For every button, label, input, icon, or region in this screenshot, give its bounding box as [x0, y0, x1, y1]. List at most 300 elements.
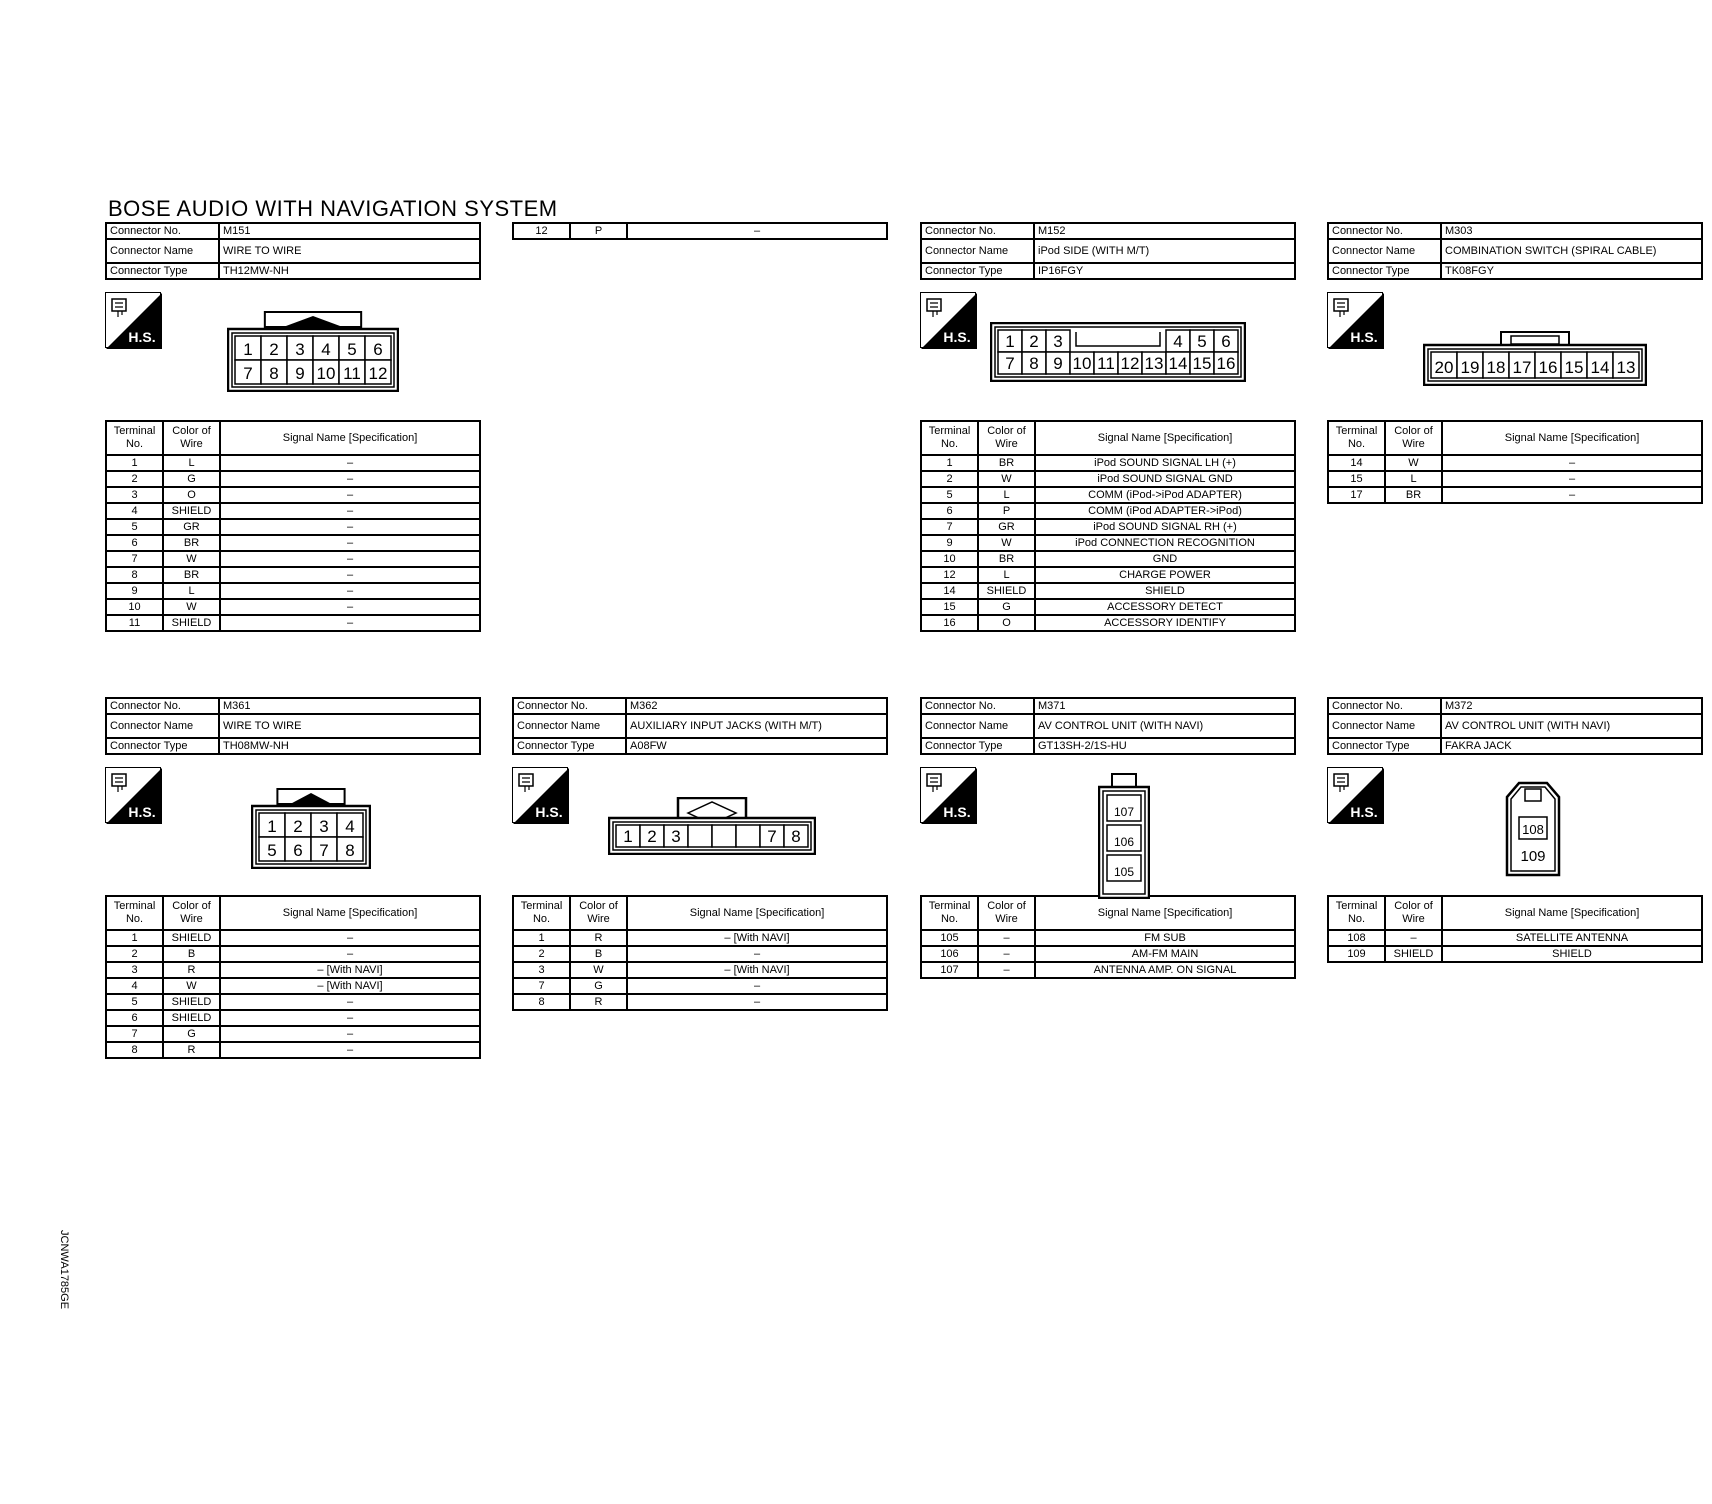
header-value: WIRE TO WIRE	[219, 239, 480, 263]
terminal-cell: 10	[921, 551, 978, 567]
terminal-cell: 5	[106, 994, 163, 1010]
terminal-cell: 2	[921, 471, 978, 487]
table-row	[106, 519, 480, 535]
harness-side-icon	[512, 767, 568, 823]
signal-cell: –	[220, 1010, 480, 1026]
pin-label: 18	[1486, 358, 1506, 377]
color-cell: R	[163, 962, 220, 978]
terminal-cell: 6	[106, 1010, 163, 1026]
color-cell: SHIELD	[163, 930, 220, 946]
table-row	[1328, 930, 1702, 946]
header-row	[106, 714, 480, 738]
color-cell: B	[163, 946, 220, 962]
connector-diagram	[105, 280, 481, 420]
harness-side-icon	[1327, 767, 1383, 823]
header-key: Connector No.	[106, 223, 219, 239]
terminal-cell: 1	[106, 455, 163, 471]
table-row	[106, 994, 480, 1010]
header-row	[513, 714, 887, 738]
color-cell: SHIELD	[978, 583, 1035, 599]
signal-cell: –	[220, 583, 480, 599]
header-value: M362	[626, 698, 887, 714]
pin-label: 8	[791, 827, 801, 846]
header-key: Connector Name	[921, 239, 1034, 263]
table-row	[106, 503, 480, 519]
table-row	[921, 455, 1295, 471]
header-value: M151	[219, 223, 480, 239]
connector-diagram	[920, 755, 1296, 895]
color-cell: –	[978, 930, 1035, 946]
svg-text:H.S.: H.S.	[943, 329, 971, 345]
signal-header: Signal Name [Specification]	[1035, 896, 1295, 930]
header-value: AV CONTROL UNIT (WITH NAVI)	[1441, 714, 1702, 738]
pin-label: 8	[269, 364, 279, 383]
color-cell: GR	[978, 519, 1035, 535]
header-key: Connector Type	[513, 738, 626, 754]
color-cell: –	[978, 962, 1035, 978]
table-row	[921, 551, 1295, 567]
color-cell: GR	[163, 519, 220, 535]
terminal-cell: 107	[921, 962, 978, 978]
header-row	[106, 738, 480, 754]
signal-header: Signal Name [Specification]	[1442, 421, 1702, 455]
signal-cell: – [With NAVI]	[220, 978, 480, 994]
header-value: WIRE TO WIRE	[219, 714, 480, 738]
connector-card-m371	[920, 697, 1296, 979]
table-row	[921, 930, 1295, 946]
color-header: Color of Wire	[978, 896, 1035, 930]
header-value: TH12MW-NH	[219, 263, 480, 279]
terminal-cell: 6	[106, 535, 163, 551]
pin-label: 7	[319, 841, 329, 860]
terminal-cell: 9	[921, 535, 978, 551]
pin-label: 19	[1460, 358, 1480, 377]
pin-label: 2	[269, 340, 279, 359]
header-value: AUXILIARY INPUT JACKS (WITH M/T)	[626, 714, 887, 738]
terminal-cell: 7	[921, 519, 978, 535]
table-row	[513, 978, 887, 994]
pin-label: 7	[767, 827, 777, 846]
color-cell: BR	[163, 567, 220, 583]
pin-label: 17	[1512, 358, 1532, 377]
color-header: Color of Wire	[1385, 421, 1442, 455]
signal-header: Signal Name [Specification]	[1442, 896, 1702, 930]
signal-cell: – [With NAVI]	[220, 962, 480, 978]
pin-label: 13	[1616, 358, 1636, 377]
pin-label: 106	[1113, 835, 1135, 849]
header-row	[921, 239, 1295, 263]
table-row	[106, 962, 480, 978]
table-row	[921, 946, 1295, 962]
terminal-header: Terminal No.	[106, 421, 163, 455]
table-row	[106, 599, 480, 615]
pin-label: 8	[345, 841, 355, 860]
table-row	[1328, 946, 1702, 962]
terminal-cell: 5	[106, 519, 163, 535]
harness-side-icon	[920, 292, 976, 348]
signal-cell: –	[220, 615, 480, 631]
signal-cell: –	[220, 503, 480, 519]
signal-cell: –	[220, 567, 480, 583]
table-row	[921, 503, 1295, 519]
color-cell: P	[978, 503, 1035, 519]
terminal-table	[105, 895, 481, 1059]
signal-cell: –	[220, 487, 480, 503]
terminal-table	[920, 895, 1296, 979]
header-value: COMBINATION SWITCH (SPIRAL CABLE)	[1441, 239, 1702, 263]
table-row	[106, 567, 480, 583]
table-row	[106, 583, 480, 599]
continuation-row	[512, 222, 888, 240]
signal-cell: –	[1442, 471, 1702, 487]
header-key: Connector No.	[921, 698, 1034, 714]
terminal-cell: 5	[921, 487, 978, 503]
header-row	[106, 698, 480, 714]
svg-text:109: 109	[1520, 848, 1546, 865]
table-row	[921, 535, 1295, 551]
color-cell: W	[163, 551, 220, 567]
pin-label: 5	[267, 841, 277, 860]
pin-label: 9	[295, 364, 305, 383]
terminal-cell: 109	[1328, 946, 1385, 962]
svg-text:108: 108	[1522, 822, 1544, 837]
connector-header	[105, 222, 481, 280]
pin-label: 14	[1590, 358, 1610, 377]
terminal-cell: 2	[513, 946, 570, 962]
color-cell: P	[570, 223, 627, 239]
table-row	[106, 930, 480, 946]
pin-label: 20	[1434, 358, 1454, 377]
connector-header	[920, 697, 1296, 755]
header-key: Connector Type	[921, 263, 1034, 279]
table-row	[106, 978, 480, 994]
terminal-cell: 7	[106, 1026, 163, 1042]
signal-cell: –	[220, 471, 480, 487]
terminal-cell: 2	[106, 471, 163, 487]
harness-side-icon	[1327, 292, 1383, 348]
terminal-table-header	[1328, 421, 1702, 455]
terminal-cell: 12	[513, 223, 570, 239]
connector-header	[1327, 222, 1703, 280]
signal-cell: GND	[1035, 551, 1295, 567]
color-cell: BR	[978, 551, 1035, 567]
pin-label: 7	[243, 364, 253, 383]
pin-label: 3	[671, 827, 681, 846]
signal-cell: –	[627, 978, 887, 994]
color-header: Color of Wire	[978, 421, 1035, 455]
terminal-cell: 108	[1328, 930, 1385, 946]
header-row	[921, 223, 1295, 239]
pin-label: 15	[1192, 354, 1212, 373]
signal-cell: CHARGE POWER	[1035, 567, 1295, 583]
pin-label: 8	[1029, 354, 1039, 373]
header-value: iPod SIDE (WITH M/T)	[1034, 239, 1295, 263]
signal-cell: FM SUB	[1035, 930, 1295, 946]
svg-text:H.S.: H.S.	[1350, 329, 1378, 345]
color-cell: BR	[978, 455, 1035, 471]
terminal-cell: 9	[106, 583, 163, 599]
header-row	[921, 263, 1295, 279]
table-row	[921, 599, 1295, 615]
color-cell: BR	[1385, 487, 1442, 503]
header-key: Connector Name	[106, 239, 219, 263]
pin-label: 6	[1221, 332, 1231, 351]
signal-cell: ACCESSORY DETECT	[1035, 599, 1295, 615]
table-row	[106, 471, 480, 487]
header-key: Connector Type	[1328, 738, 1441, 754]
color-cell: L	[163, 583, 220, 599]
signal-cell: –	[627, 994, 887, 1010]
terminal-cell: 3	[106, 487, 163, 503]
signal-cell: – [With NAVI]	[627, 962, 887, 978]
connector-card-m361	[105, 697, 481, 1059]
color-cell: W	[570, 962, 627, 978]
color-cell: L	[1385, 471, 1442, 487]
color-cell: –	[1385, 930, 1442, 946]
header-row	[1328, 698, 1702, 714]
color-cell: R	[570, 994, 627, 1010]
color-cell: R	[163, 1042, 220, 1058]
header-row	[513, 698, 887, 714]
header-value: TH08MW-NH	[219, 738, 480, 754]
table-row	[1328, 487, 1702, 503]
signal-cell: –	[220, 519, 480, 535]
connector-face	[1505, 781, 1561, 882]
signal-header: Signal Name [Specification]	[1035, 421, 1295, 455]
color-cell: L	[163, 455, 220, 471]
signal-cell: ANTENNA AMP. ON SIGNAL	[1035, 962, 1295, 978]
table-row	[106, 487, 480, 503]
color-cell: SHIELD	[163, 503, 220, 519]
table-row	[106, 615, 480, 631]
terminal-header: Terminal No.	[921, 421, 978, 455]
color-cell: W	[163, 599, 220, 615]
signal-cell: iPod SOUND SIGNAL GND	[1035, 471, 1295, 487]
table-row	[106, 551, 480, 567]
table-row	[513, 962, 887, 978]
header-key: Connector No.	[921, 223, 1034, 239]
header-row	[1328, 738, 1702, 754]
table-row	[921, 962, 1295, 978]
connector-diagram	[920, 280, 1296, 420]
signal-cell: –	[220, 1026, 480, 1042]
header-value: GT13SH-2/1S-HU	[1034, 738, 1295, 754]
table-row	[513, 223, 887, 239]
pin-label: 12	[1120, 354, 1140, 373]
connector-face	[1423, 324, 1647, 391]
signal-cell: AM-FM MAIN	[1035, 946, 1295, 962]
connector-diagram	[1327, 280, 1703, 420]
header-key: Connector Name	[513, 714, 626, 738]
connector-face	[990, 322, 1246, 387]
header-row	[513, 738, 887, 754]
header-value: M372	[1441, 698, 1702, 714]
signal-header: Signal Name [Specification]	[627, 896, 887, 930]
pin-label: 10	[1072, 354, 1092, 373]
signal-cell: iPod SOUND SIGNAL RH (+)	[1035, 519, 1295, 535]
signal-cell: –	[1442, 455, 1702, 471]
color-cell: W	[1385, 455, 1442, 471]
color-cell: G	[570, 978, 627, 994]
pin-label: 14	[1168, 354, 1188, 373]
pin-label: 1	[243, 340, 253, 359]
pin-label: 15	[1564, 358, 1584, 377]
terminal-header: Terminal No.	[921, 896, 978, 930]
table-row	[921, 567, 1295, 583]
table-row	[106, 1042, 480, 1058]
table-row	[921, 471, 1295, 487]
pin-label: 13	[1144, 354, 1164, 373]
pin-label: 1	[267, 817, 277, 836]
pin-label: 10	[316, 364, 336, 383]
table-row	[513, 930, 887, 946]
connector-diagram	[105, 755, 481, 895]
terminal-table	[920, 420, 1296, 632]
header-row	[1328, 263, 1702, 279]
table-row	[921, 615, 1295, 631]
color-cell: SHIELD	[163, 615, 220, 631]
connector-card-m151	[105, 222, 481, 632]
terminal-table	[1327, 895, 1703, 963]
header-key: Connector Name	[1328, 239, 1441, 263]
pin-label: 5	[347, 340, 357, 359]
color-header: Color of Wire	[163, 421, 220, 455]
signal-cell: SATELLITE ANTENNA	[1442, 930, 1702, 946]
pin-label: 16	[1538, 358, 1558, 377]
signal-cell: –	[220, 551, 480, 567]
connector-diagram	[512, 755, 888, 895]
signal-cell: –	[627, 223, 887, 239]
table-row	[921, 583, 1295, 599]
signal-cell: COMM (iPod->iPod ADAPTER)	[1035, 487, 1295, 503]
connector-header	[512, 697, 888, 755]
table-row	[513, 994, 887, 1010]
terminal-cell: 4	[106, 978, 163, 994]
pin-label: 11	[1097, 354, 1115, 373]
pin-label: 4	[1173, 332, 1183, 351]
connector-card-m372	[1327, 697, 1703, 963]
terminal-cell: 17	[1328, 487, 1385, 503]
header-key: Connector No.	[1328, 223, 1441, 239]
color-cell: O	[163, 487, 220, 503]
header-value: M361	[219, 698, 480, 714]
terminal-cell: 1	[513, 930, 570, 946]
signal-cell: – [With NAVI]	[627, 930, 887, 946]
signal-cell: –	[220, 535, 480, 551]
connector-face	[251, 787, 371, 874]
color-cell: –	[978, 946, 1035, 962]
header-row	[106, 239, 480, 263]
header-value: IP16FGY	[1034, 263, 1295, 279]
color-cell: SHIELD	[163, 994, 220, 1010]
header-key: Connector Type	[106, 738, 219, 754]
terminal-cell: 14	[1328, 455, 1385, 471]
svg-text:H.S.: H.S.	[128, 329, 156, 345]
terminal-cell: 15	[1328, 471, 1385, 487]
table-row	[1328, 471, 1702, 487]
header-row	[1328, 714, 1702, 738]
pin-label: 2	[647, 827, 657, 846]
terminal-table-header	[921, 421, 1295, 455]
signal-header: Signal Name [Specification]	[220, 896, 480, 930]
figure-code: JCNWA1785GE	[58, 1230, 70, 1310]
terminal-table-header	[106, 421, 480, 455]
header-key: Connector Name	[106, 714, 219, 738]
svg-text:H.S.: H.S.	[128, 804, 156, 820]
color-cell: SHIELD	[1385, 946, 1442, 962]
table-row	[106, 535, 480, 551]
header-value: FAKRA JACK	[1441, 738, 1702, 754]
signal-cell: SHIELD	[1035, 583, 1295, 599]
pin-label: 2	[293, 817, 303, 836]
header-row	[1328, 223, 1702, 239]
header-row	[1328, 239, 1702, 263]
pin-label: 107	[1113, 805, 1135, 819]
header-key: Connector Type	[1328, 263, 1441, 279]
terminal-cell: 15	[921, 599, 978, 615]
header-row	[921, 698, 1295, 714]
header-value: M152	[1034, 223, 1295, 239]
signal-cell: –	[220, 1042, 480, 1058]
terminal-cell: 105	[921, 930, 978, 946]
terminal-table-header	[513, 896, 887, 930]
terminal-cell: 8	[106, 1042, 163, 1058]
signal-cell: iPod SOUND SIGNAL LH (+)	[1035, 455, 1295, 471]
header-key: Connector Name	[1328, 714, 1441, 738]
table-row	[513, 946, 887, 962]
page-title: BOSE AUDIO WITH NAVIGATION SYSTEM	[108, 196, 558, 221]
terminal-cell: 7	[106, 551, 163, 567]
connector-header	[1327, 697, 1703, 755]
header-key: Connector Name	[921, 714, 1034, 738]
svg-text:H.S.: H.S.	[943, 804, 971, 820]
terminal-header: Terminal No.	[1328, 421, 1385, 455]
table-row	[106, 1026, 480, 1042]
color-cell: O	[978, 615, 1035, 631]
terminal-cell: 1	[106, 930, 163, 946]
svg-text:H.S.: H.S.	[535, 804, 563, 820]
color-cell: G	[163, 1026, 220, 1042]
terminal-header: Terminal No.	[1328, 896, 1385, 930]
header-key: Connector No.	[1328, 698, 1441, 714]
pin-label: 3	[1053, 332, 1063, 351]
table-row	[106, 1010, 480, 1026]
color-cell: W	[978, 471, 1035, 487]
pin-label: 6	[373, 340, 383, 359]
connector-face	[1098, 773, 1150, 904]
color-cell: G	[163, 471, 220, 487]
header-key: Connector No.	[513, 698, 626, 714]
header-key: Connector Type	[921, 738, 1034, 754]
header-row	[921, 714, 1295, 738]
terminal-cell: 14	[921, 583, 978, 599]
pin-label: 2	[1029, 332, 1039, 351]
header-value: M371	[1034, 698, 1295, 714]
terminal-cell: 16	[921, 615, 978, 631]
pin-label: 1	[1005, 332, 1015, 351]
connector-face	[608, 797, 816, 860]
header-value: TK08FGY	[1441, 263, 1702, 279]
terminal-cell: 1	[921, 455, 978, 471]
signal-cell: –	[627, 946, 887, 962]
color-cell: BR	[163, 535, 220, 551]
terminal-cell: 8	[106, 567, 163, 583]
connector-face	[227, 310, 399, 397]
header-row	[921, 738, 1295, 754]
color-header: Color of Wire	[570, 896, 627, 930]
signal-cell: COMM (iPod ADAPTER->iPod)	[1035, 503, 1295, 519]
terminal-table	[105, 420, 481, 632]
